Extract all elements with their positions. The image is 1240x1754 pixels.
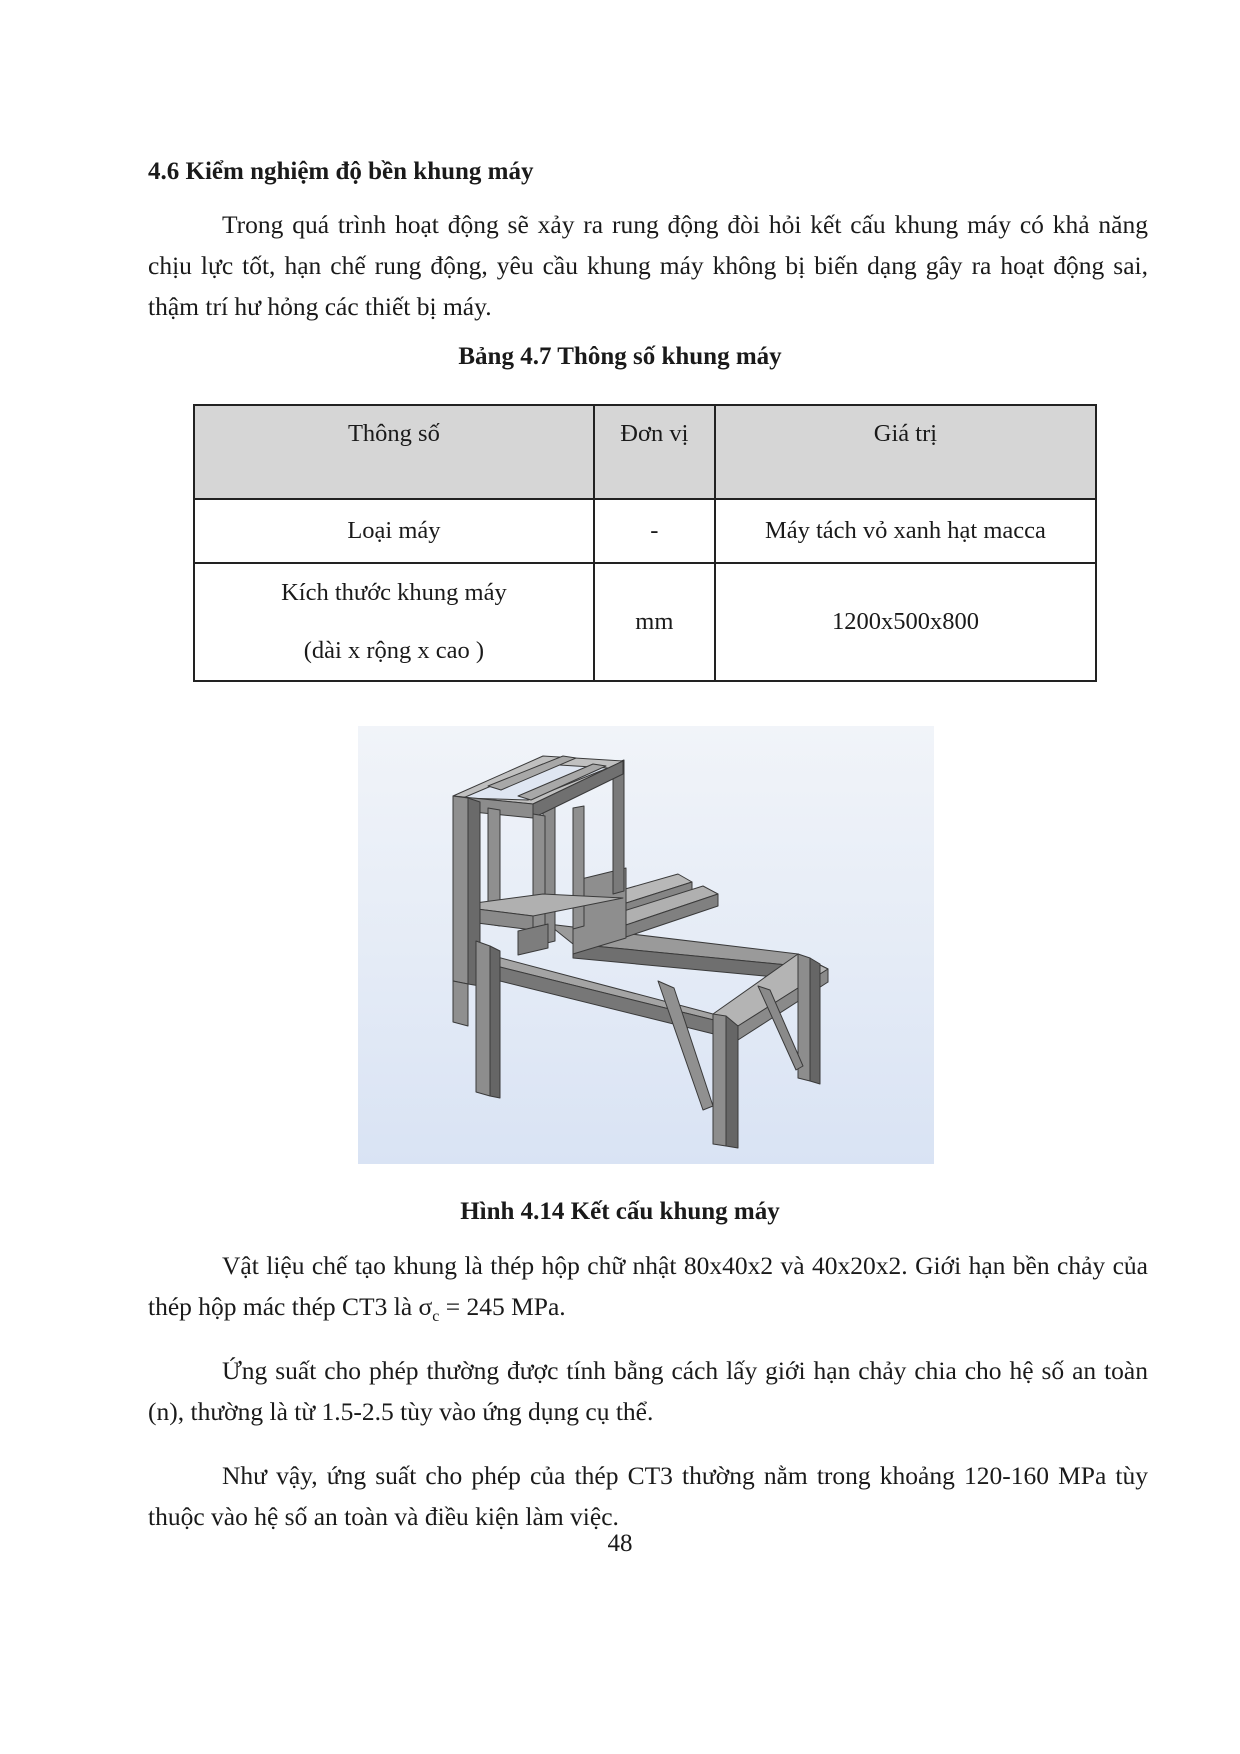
cell-value: 1200x500x800 [715,563,1096,681]
material-text-before: Vật liệu chế tạo khung là thép hộp chữ nhật 80x40x2 và 40x20x2. Giới hạn bền chảy của thép hộp mác thép CT3 là σ [148,1251,1148,1321]
cell-value: Máy tách vỏ xanh hạt macca [715,499,1096,563]
header-unit: Đơn vị [594,405,715,499]
table-row [194,563,1096,681]
frame-render-image [358,726,934,1164]
intro-paragraph-text: Trong quá trình hoạt động sẽ xảy ra rung động đòi hỏi kết cấu khung máy có khả năng chịu lực tốt, hạn chế rung động, yêu cầu khung máy không bị biến dạng gây ra hoạt động sai, thậm trí hư hỏng các thiết bị máy. [148,210,1148,321]
sigma-subscript: c [432,1308,440,1326]
cell-unit: - [594,499,715,563]
cell-param: Loại máy [194,499,594,563]
material-text-after: = 245 MPa. [439,1292,566,1321]
page-number: 48 [607,1530,633,1557]
section-heading: 4.6 Kiểm nghiệm độ bền khung máy [148,158,534,185]
stress-paragraph [148,1350,1148,1432]
frame-figure [358,726,934,1164]
cell-param-line2: (dài x rộng x cao ) [303,637,485,664]
conclusion-paragraph [148,1455,1148,1537]
spec-table [193,404,1097,682]
conclusion-paragraph-text: Như vậy, ứng suất cho phép của thép CT3 thường nằm trong khoảng 120-160 MPa tùy thuộc vào hệ số an toàn và điều kiện làm việc. [148,1461,1148,1531]
intro-paragraph [148,204,1148,327]
table-caption: Bảng 4.7 Thông số khung máy [458,343,782,370]
figure-caption: Hình 4.14 Kết cấu khung máy [460,1198,780,1225]
cell-param-line1: Kích thước khung máy [281,579,507,606]
cell-unit: mm [594,563,715,681]
cell-param [194,563,594,681]
header-value: Giá trị [715,405,1096,499]
table-row [194,499,1096,563]
material-paragraph [148,1245,1148,1337]
header-param: Thông số [194,405,594,499]
table-header-row [194,405,1096,499]
stress-paragraph-text: Ứng suất cho phép thường được tính bằng cách lấy giới hạn chảy chia cho hệ số an toàn (n), thường là từ 1.5-2.5 tùy vào ứng dụng cụ thể. [148,1356,1148,1426]
